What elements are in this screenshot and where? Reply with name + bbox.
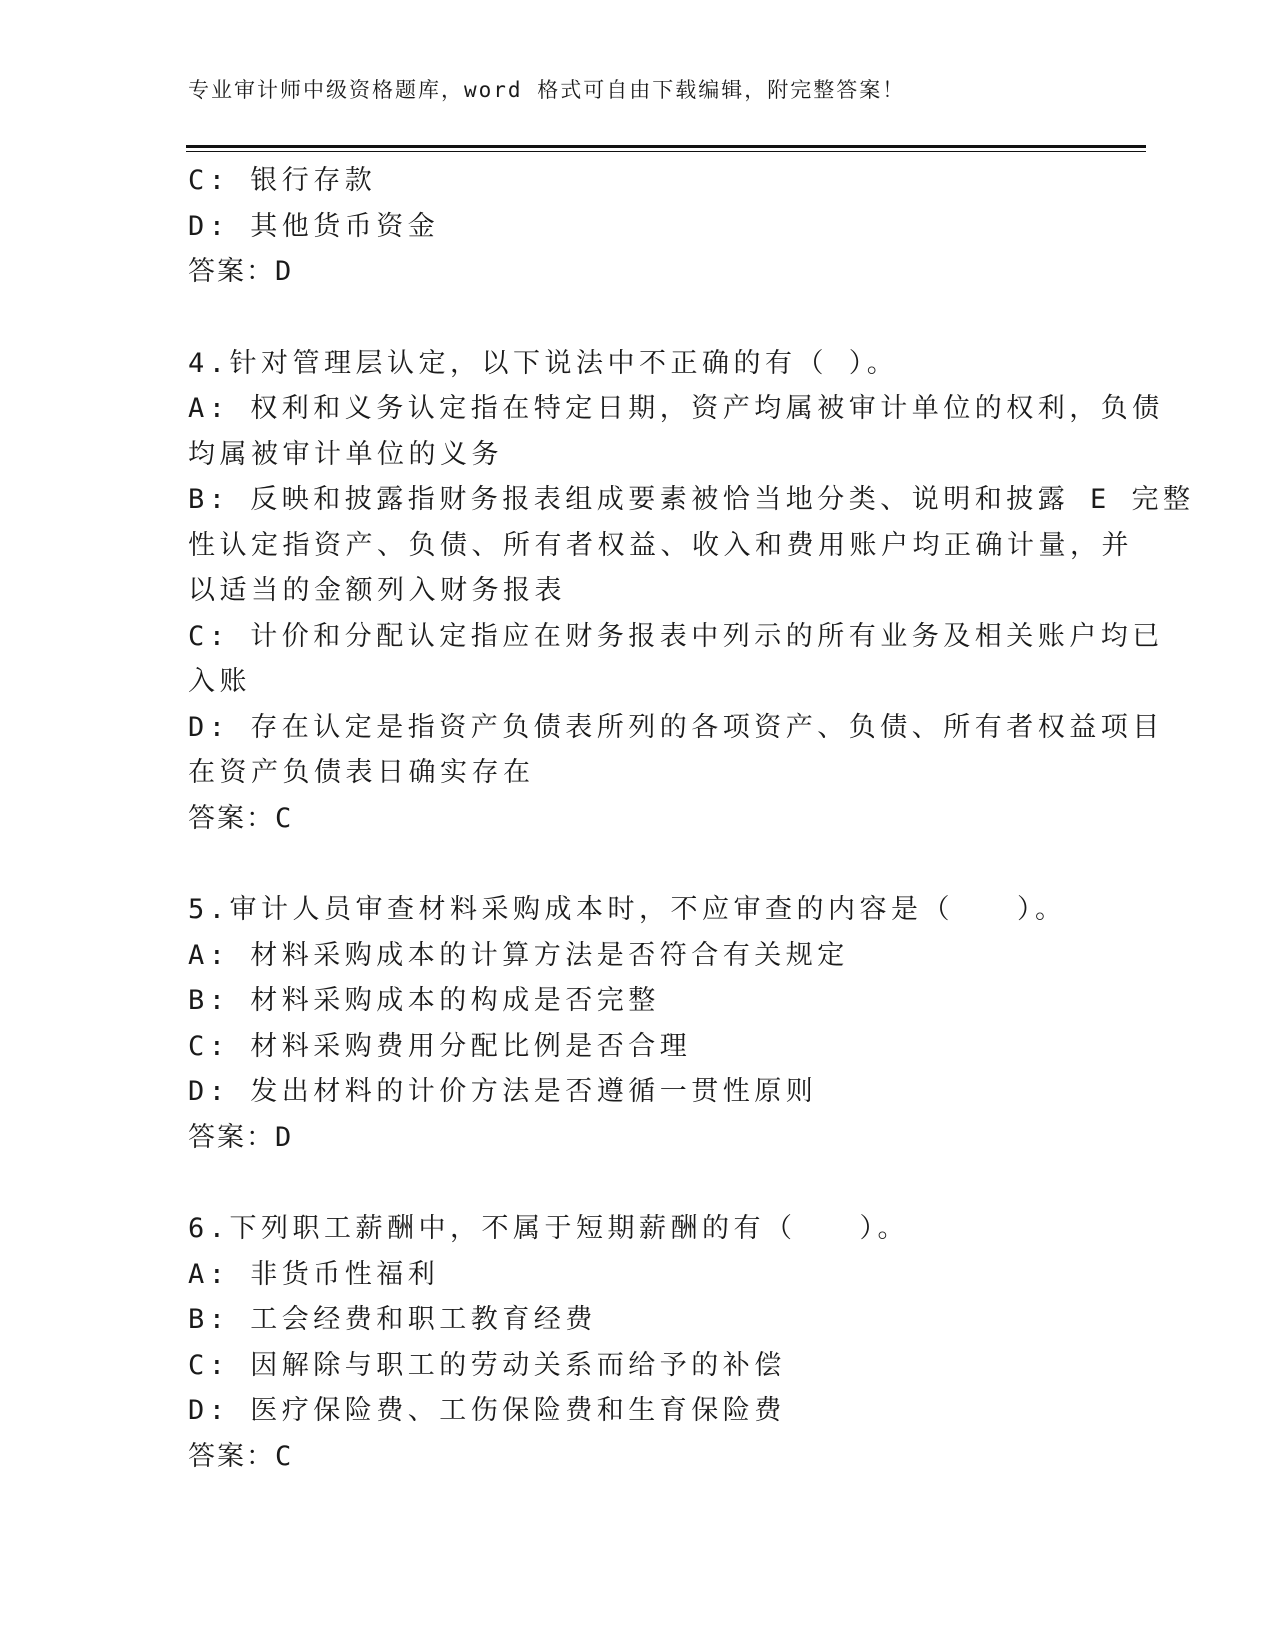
option-a: A: 材料采购成本的计算方法是否符合有关规定 xyxy=(188,939,849,971)
option-c: C: 银行存款 xyxy=(188,165,377,196)
question-block-4 xyxy=(188,341,1195,842)
question-block-6 xyxy=(188,1206,1078,1479)
option-d: D: 存在认定是指资产负债表所列的各项资产、负债、所有者权益项目 xyxy=(188,711,1164,743)
option-c: C: 计价和分配认定指应在财务报表中列示的所有业务及相关账户均已 xyxy=(188,620,1164,652)
block-spacer xyxy=(188,1160,1078,1206)
option-d: D: 发出材料的计价方法是否遵循一贯性原则 xyxy=(188,1076,818,1107)
answer: 答案：C xyxy=(188,1440,294,1472)
question-stem: 6.下列职工薪酬中，不属于短期薪酬的有（ ）。 xyxy=(188,1213,910,1244)
option-a: A: 非货币性福利 xyxy=(188,1258,440,1290)
question-block-3-tail xyxy=(188,158,1078,295)
option-b: B: 材料采购成本的构成是否完整 xyxy=(188,985,660,1016)
option-d: D: 其他货币资金 xyxy=(188,210,440,242)
question-content xyxy=(188,158,1195,1479)
header-rule-thick xyxy=(186,145,1146,148)
question-stem: 4.针对管理层认定，以下说法中不正确的有（ ）。 xyxy=(188,347,899,379)
option-c: C: 材料采购费用分配比例是否合理 xyxy=(188,1030,692,1062)
option-c-cont: 入账 xyxy=(188,666,251,697)
page-header: 专业审计师中级资格题库，word 格式可自由下载编辑，附完整答案！ xyxy=(188,78,906,102)
question-stem: 5.审计人员审查材料采购成本时，不应审查的内容是（ ）。 xyxy=(188,894,1067,925)
answer: 答案：C xyxy=(188,802,294,834)
option-a: A: 权利和义务认定指在特定日期，资产均属被审计单位的权利，负债 xyxy=(188,393,1164,424)
answer: 答案：D xyxy=(188,256,294,287)
option-b: B: 工会经费和职工教育经费 xyxy=(188,1304,597,1335)
header-rule-thin xyxy=(186,151,1146,152)
option-c: C: 因解除与职工的劳动关系而给予的补偿 xyxy=(188,1349,786,1381)
block-spacer xyxy=(188,295,1078,341)
question-block-5 xyxy=(188,887,1078,1160)
option-d-cont: 在资产负债表日确实存在 xyxy=(188,757,535,788)
option-d: D: 医疗保险费、工伤保险费和生育保险费 xyxy=(188,1395,786,1426)
block-spacer xyxy=(188,841,1078,887)
option-b: B: 反映和披露指财务报表组成要素被恰当地分类、说明和披露 E 完整 xyxy=(188,484,1195,515)
answer: 答案：D xyxy=(188,1121,294,1153)
option-b-cont: 性认定指资产、负债、所有者权益、收入和费用账户均正确计量，并 xyxy=(188,529,1133,561)
option-a-cont: 均属被审计单位的义务 xyxy=(188,438,503,470)
option-b-cont: 以适当的金额列入财务报表 xyxy=(188,575,566,606)
